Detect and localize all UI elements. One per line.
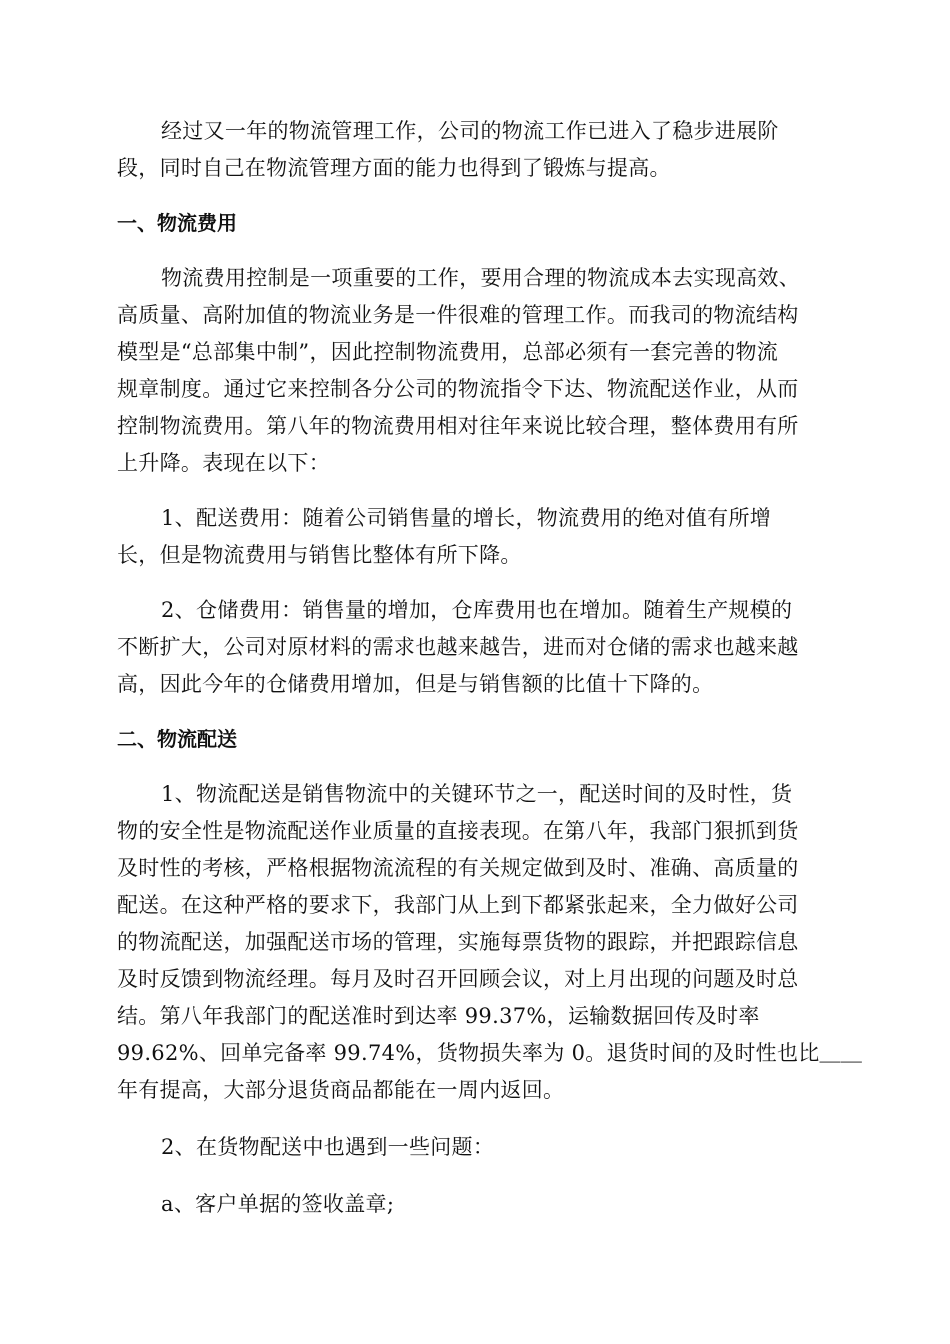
text-line: 上升降。表现在以下： bbox=[117, 451, 330, 475]
text-line: 不断扩大，公司对原材料的需求也越来越告，进而对仓储的需求也越来越 bbox=[117, 635, 799, 659]
text-line: 及时反馈到物流经理。每月及时召开回顾会议，对上月出现的问题及时总 bbox=[117, 967, 799, 991]
text-line: 及时性的考核，严格根据物流流程的有关规定做到及时、准确、高质量的 bbox=[117, 856, 799, 880]
text-line: 2、在货物配送中也遇到一些问题： bbox=[161, 1135, 495, 1159]
text-line: 模型是“总部集中制”，因此控制物流费用，总部必须有一套完善的物流 bbox=[117, 340, 779, 364]
text-line: a、客户单据的签收盖章; bbox=[161, 1192, 395, 1216]
delivery-item-2 bbox=[117, 1129, 835, 1166]
delivery-item-1 bbox=[117, 776, 863, 1109]
text-line: 物流费用控制是一项重要的工作，要用合理的物流成本去实现高效、 bbox=[161, 266, 800, 290]
text-line: 长，但是物流费用与销售比整体有所下降。 bbox=[117, 543, 522, 567]
text-line: 规章制度。通过它来控制各分公司的物流指令下达、物流配送作业，从而 bbox=[117, 377, 799, 401]
storage-cost-item bbox=[117, 592, 835, 703]
text-line: 结。第八年我部门的配送准时到达率 99.37%，运输数据回传及时率 bbox=[117, 1004, 760, 1028]
text-line: 段，同时自己在物流管理方面的能力也得到了锻炼与提高。 bbox=[117, 156, 671, 180]
text-line: 99.62%、回单完备率 99.74%，货物损失率为 0。退货时间的及时性也比＿＿ bbox=[117, 1041, 863, 1065]
text-line: 高质量、高附加值的物流业务是一件很难的管理工作。而我司的物流结构 bbox=[117, 303, 799, 327]
delivery-item-2a bbox=[117, 1186, 835, 1223]
text-line: 配送。在这种严格的要求下，我部门从上到下都紧张起来，全力做好公司 bbox=[117, 893, 799, 917]
text-line: 的物流配送，加强配送市场的管理，实施每票货物的跟踪，并把跟踪信息 bbox=[117, 930, 799, 954]
intro-paragraph bbox=[117, 113, 835, 187]
text-line: 经过又一年的物流管理工作，公司的物流工作已进入了稳步进展阶 bbox=[161, 119, 779, 143]
text-line: 高，因此今年的仓储费用增加，但是与销售额的比值十下降的。 bbox=[117, 672, 714, 696]
text-line: 2、仓储费用：销售量的增加，仓库费用也在增加。随着生产规模的 bbox=[161, 598, 793, 622]
text-line: 控制物流费用。第八年的物流费用相对往年来说比较合理，整体费用有所 bbox=[117, 414, 799, 438]
text-line: 年有提高，大部分退货商品都能在一周内返回。 bbox=[117, 1078, 565, 1102]
text-line: 1、物流配送是销售物流中的关键环节之一，配送时间的及时性，货 bbox=[161, 782, 793, 806]
text-line: 物的安全性是物流配送作业质量的直接表现。在第八年，我部门狠抓到货 bbox=[117, 819, 799, 843]
document-page bbox=[117, 113, 863, 1223]
delivery-cost-item bbox=[117, 500, 835, 574]
section-heading-logistics-cost: 一、物流费用 bbox=[117, 211, 237, 235]
text-line: 1、配送费用：随着公司销售量的增长，物流费用的绝对值有所增 bbox=[161, 506, 772, 530]
logistics-cost-paragraph bbox=[117, 260, 835, 482]
section-heading-logistics-delivery: 二、物流配送 bbox=[117, 727, 237, 751]
